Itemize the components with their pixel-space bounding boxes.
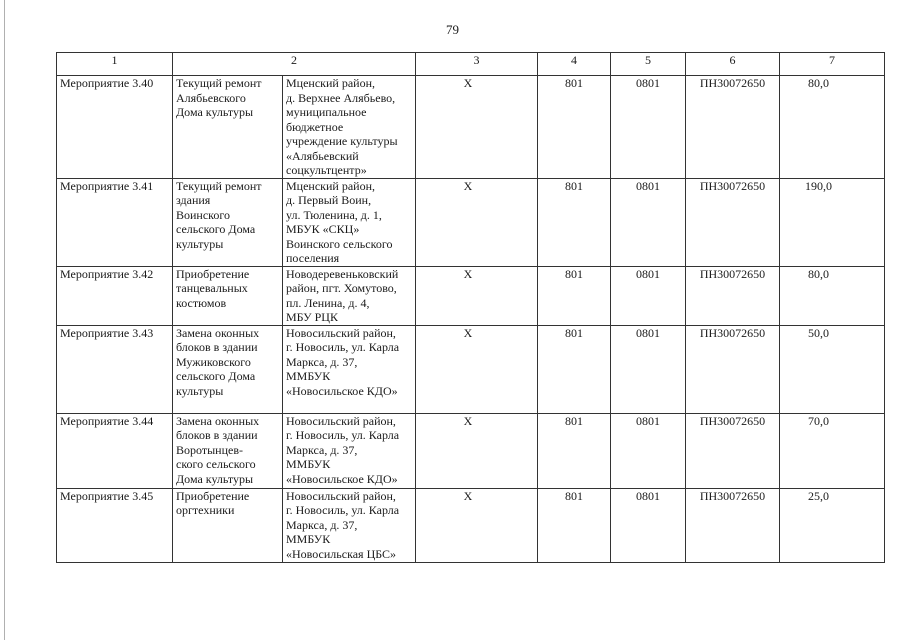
col7-cell: 80,0: [780, 266, 885, 325]
name-cell: Замена оконных блоков в здании Воротынцев- ского сельского Дома культуры: [173, 413, 283, 488]
location-cell: Новосильский район, г. Новосиль, ул. Карла Маркса, д. 37, ММБУК «Новосильская ЦБС»: [283, 488, 416, 562]
location-cell: Новосильский район, г. Новосиль, ул. Карла Маркса, д. 37, ММБУК «Новосильское КДО»: [283, 325, 416, 413]
col3-cell: X: [416, 178, 538, 266]
event-cell: Мероприятие 3.41: [57, 178, 173, 266]
col7-cell: 25,0: [780, 488, 885, 562]
header-cell: 3: [416, 53, 538, 76]
header-row: [57, 53, 885, 76]
location-cell: Новосильский район, г. Новосиль, ул. Карла Маркса, д. 37, ММБУК «Новосильское КДО»: [283, 413, 416, 488]
col7-cell: 70,0: [780, 413, 885, 488]
col4-cell: 801: [538, 413, 611, 488]
event-cell: Мероприятие 3.45: [57, 488, 173, 562]
col5-cell: 0801: [611, 266, 686, 325]
col6-cell: ПН30072650: [686, 413, 780, 488]
col7-cell: 50,0: [780, 325, 885, 413]
budget-table: [56, 52, 885, 563]
col6-cell: ПН30072650: [686, 325, 780, 413]
header-cell: 4: [538, 53, 611, 76]
col6-cell: ПН30072650: [686, 178, 780, 266]
location-cell: Мценский район, д. Первый Воин, ул. Тюленина, д. 1, МБУК «СКЦ» Воинского сельского поселения: [283, 178, 416, 266]
name-cell: Текущий ремонт Алябьевского Дома культуры: [173, 76, 283, 179]
name-cell: Замена оконных блоков в здании Мужиковского сельского Дома культуры: [173, 325, 283, 413]
table-row: [57, 488, 885, 562]
table-row: [57, 178, 885, 266]
col3-cell: X: [416, 325, 538, 413]
col5-cell: 0801: [611, 178, 686, 266]
col4-cell: 801: [538, 488, 611, 562]
table-row: [57, 76, 885, 179]
table-row: [57, 413, 885, 488]
event-cell: Мероприятие 3.42: [57, 266, 173, 325]
col5-cell: 0801: [611, 413, 686, 488]
col4-cell: 801: [538, 266, 611, 325]
event-cell: Мероприятие 3.43: [57, 325, 173, 413]
col6-cell: ПН30072650: [686, 488, 780, 562]
name-cell: Текущий ремонт здания Воинского сельского Дома культуры: [173, 178, 283, 266]
header-cell: 7: [780, 53, 885, 76]
event-cell: Мероприятие 3.44: [57, 413, 173, 488]
col3-cell: X: [416, 76, 538, 179]
col7-cell: 80,0: [780, 76, 885, 179]
header-cell: 1: [57, 53, 173, 76]
col3-cell: X: [416, 266, 538, 325]
header-cell: 6: [686, 53, 780, 76]
col5-cell: 0801: [611, 488, 686, 562]
table-body: [57, 53, 885, 563]
name-cell: Приобретение оргтехники: [173, 488, 283, 562]
col4-cell: 801: [538, 325, 611, 413]
name-cell: Приобретение танцевальных костюмов: [173, 266, 283, 325]
event-cell: Мероприятие 3.40: [57, 76, 173, 179]
col5-cell: 0801: [611, 76, 686, 179]
col3-cell: X: [416, 413, 538, 488]
col3-cell: X: [416, 488, 538, 562]
location-cell: Новодеревеньковский район, пгт. Хомутово, пл. Ленина, д. 4, МБУ РЦК: [283, 266, 416, 325]
left-margin-line: [4, 0, 5, 640]
col4-cell: 801: [538, 76, 611, 179]
col7-cell: 190,0: [780, 178, 885, 266]
header-cell: 5: [611, 53, 686, 76]
table-row: [57, 325, 885, 413]
col6-cell: ПН30072650: [686, 266, 780, 325]
location-cell: Мценский район, д. Верхнее Алябьево, муниципальное бюджетное учреждение культуры «Алябьевский соцкультцентр»: [283, 76, 416, 179]
col6-cell: ПН30072650: [686, 76, 780, 179]
col5-cell: 0801: [611, 325, 686, 413]
page-number: 79: [446, 22, 459, 37]
col4-cell: 801: [538, 178, 611, 266]
table-row: [57, 266, 885, 325]
header-cell: 2: [173, 53, 416, 76]
